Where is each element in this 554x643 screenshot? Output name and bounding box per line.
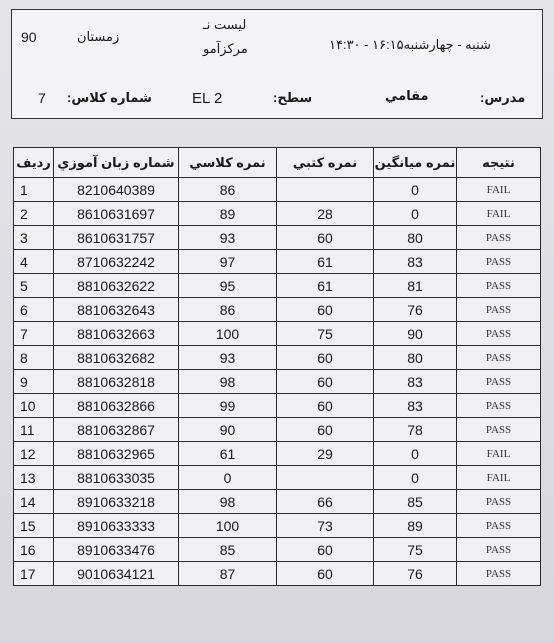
- table-row: [14, 322, 541, 346]
- table-row: [14, 250, 541, 274]
- written-score-cell: 61: [277, 250, 374, 274]
- average-score-cell: 76: [374, 562, 457, 586]
- table-row: [14, 394, 541, 418]
- student-id-cell: 8210640389: [54, 178, 179, 202]
- level-value: EL 2: [192, 90, 223, 107]
- result-cell: PASS: [457, 346, 541, 370]
- class-number-value: 7: [38, 90, 46, 106]
- class-score-cell: 61: [179, 442, 277, 466]
- row-number-cell: 9: [14, 370, 54, 394]
- grades-table: [13, 147, 541, 586]
- result-cell: PASS: [457, 418, 541, 442]
- class-score-cell: 98: [179, 490, 277, 514]
- result-cell: PASS: [457, 394, 541, 418]
- class-score-cell: 93: [179, 346, 277, 370]
- average-score-cell: 0: [374, 466, 457, 490]
- column-header-student-id: شماره زبان آموزي: [54, 148, 179, 178]
- term-year: 90: [21, 29, 37, 45]
- class-score-cell: 86: [179, 298, 277, 322]
- written-score-cell: 66: [277, 490, 374, 514]
- written-score-cell: 60: [277, 346, 374, 370]
- student-id-cell: 8810632643: [54, 298, 179, 322]
- row-number-cell: 17: [14, 562, 54, 586]
- written-score-cell: 73: [277, 514, 374, 538]
- written-score-cell: 29: [277, 442, 374, 466]
- student-id-cell: 8810633035: [54, 466, 179, 490]
- student-id-cell: 8910633476: [54, 538, 179, 562]
- row-number-cell: 16: [14, 538, 54, 562]
- class-number-label: شماره کلاس:: [67, 90, 152, 105]
- written-score-cell: 61: [277, 274, 374, 298]
- student-id-cell: 8910633333: [54, 514, 179, 538]
- result-cell: PASS: [457, 322, 541, 346]
- student-id-cell: 8910633218: [54, 490, 179, 514]
- student-id-cell: 8810632622: [54, 274, 179, 298]
- class-info-header: [11, 9, 543, 119]
- table-row: [14, 490, 541, 514]
- written-score-cell: [277, 466, 374, 490]
- table-row: [14, 466, 541, 490]
- student-id-cell: 8810632663: [54, 322, 179, 346]
- row-number-cell: 13: [14, 466, 54, 490]
- row-number-cell: 14: [14, 490, 54, 514]
- class-score-cell: 95: [179, 274, 277, 298]
- row-number-cell: 1: [14, 178, 54, 202]
- average-score-cell: 85: [374, 490, 457, 514]
- average-score-cell: 89: [374, 514, 457, 538]
- table-row: [14, 298, 541, 322]
- table-row: [14, 562, 541, 586]
- term-season: زمستان: [77, 29, 120, 44]
- written-score-cell: 60: [277, 562, 374, 586]
- student-id-cell: 8610631757: [54, 226, 179, 250]
- class-score-cell: 85: [179, 538, 277, 562]
- result-cell: PASS: [457, 298, 541, 322]
- result-cell: PASS: [457, 514, 541, 538]
- student-id-cell: 8810632867: [54, 418, 179, 442]
- table-row: [14, 274, 541, 298]
- written-score-cell: 60: [277, 418, 374, 442]
- column-header-result: نتيجه: [457, 148, 541, 178]
- row-number-cell: 15: [14, 514, 54, 538]
- row-number-cell: 8: [14, 346, 54, 370]
- result-cell: PASS: [457, 562, 541, 586]
- class-score-cell: 86: [179, 178, 277, 202]
- table-row: [14, 226, 541, 250]
- average-score-cell: 0: [374, 178, 457, 202]
- written-score-cell: 60: [277, 370, 374, 394]
- table-row: [14, 202, 541, 226]
- class-score-cell: 98: [179, 370, 277, 394]
- row-number-cell: 12: [14, 442, 54, 466]
- table-header-row: [14, 148, 541, 178]
- class-score-cell: 89: [179, 202, 277, 226]
- result-cell: PASS: [457, 490, 541, 514]
- class-score-cell: 93: [179, 226, 277, 250]
- row-number-cell: 7: [14, 322, 54, 346]
- average-score-cell: 81: [374, 274, 457, 298]
- written-score-cell: [277, 178, 374, 202]
- written-score-cell: 75: [277, 322, 374, 346]
- table-row: [14, 370, 541, 394]
- student-id-cell: 8710632242: [54, 250, 179, 274]
- class-score-cell: 99: [179, 394, 277, 418]
- class-score-cell: 97: [179, 250, 277, 274]
- written-score-cell: 60: [277, 298, 374, 322]
- grades-table-wrap: [13, 147, 540, 586]
- student-id-cell: 8810632682: [54, 346, 179, 370]
- written-score-cell: 60: [277, 538, 374, 562]
- table-row: [14, 442, 541, 466]
- student-id-cell: 8810632965: [54, 442, 179, 466]
- teacher-name: مقامي: [385, 88, 429, 103]
- class-score-cell: 100: [179, 514, 277, 538]
- class-schedule: شنبه - چهارشنبه۱۶:۱۵ - ۱۴:۳۰: [329, 37, 491, 52]
- result-cell: PASS: [457, 250, 541, 274]
- center-name: مرکزآمو: [203, 41, 248, 56]
- class-score-cell: 100: [179, 322, 277, 346]
- student-id-cell: 8810632866: [54, 394, 179, 418]
- written-score-cell: 60: [277, 394, 374, 418]
- average-score-cell: 78: [374, 418, 457, 442]
- written-score-cell: 28: [277, 202, 374, 226]
- class-score-cell: 0: [179, 466, 277, 490]
- average-score-cell: 75: [374, 538, 457, 562]
- result-cell: FAIL: [457, 442, 541, 466]
- column-header-class-score: نمره كلاسي: [179, 148, 277, 178]
- class-score-cell: 90: [179, 418, 277, 442]
- result-cell: PASS: [457, 538, 541, 562]
- result-cell: FAIL: [457, 466, 541, 490]
- average-score-cell: 83: [374, 394, 457, 418]
- row-number-cell: 2: [14, 202, 54, 226]
- written-score-cell: 60: [277, 226, 374, 250]
- row-number-cell: 3: [14, 226, 54, 250]
- table-row: [14, 418, 541, 442]
- row-number-cell: 11: [14, 418, 54, 442]
- average-score-cell: 76: [374, 298, 457, 322]
- average-score-cell: 0: [374, 442, 457, 466]
- average-score-cell: 83: [374, 250, 457, 274]
- average-score-cell: 80: [374, 226, 457, 250]
- table-row: [14, 538, 541, 562]
- result-cell: FAIL: [457, 178, 541, 202]
- row-number-cell: 4: [14, 250, 54, 274]
- level-label: سطح:: [273, 90, 313, 105]
- table-row: [14, 346, 541, 370]
- result-cell: PASS: [457, 226, 541, 250]
- average-score-cell: 0: [374, 202, 457, 226]
- table-row: [14, 178, 541, 202]
- average-score-cell: 80: [374, 346, 457, 370]
- class-score-cell: 87: [179, 562, 277, 586]
- result-cell: PASS: [457, 274, 541, 298]
- student-id-cell: 8610631697: [54, 202, 179, 226]
- result-cell: FAIL: [457, 202, 541, 226]
- average-score-cell: 83: [374, 370, 457, 394]
- row-number-cell: 6: [14, 298, 54, 322]
- list-title: لیست نـ: [203, 17, 247, 32]
- column-header-written-score: نمره كتبي: [277, 148, 374, 178]
- average-score-cell: 90: [374, 322, 457, 346]
- result-cell: PASS: [457, 370, 541, 394]
- student-id-cell: 9010634121: [54, 562, 179, 586]
- column-header-average-score: نمره ميانگين: [374, 148, 457, 178]
- column-header-row-number: رديف: [14, 148, 54, 178]
- student-id-cell: 8810632818: [54, 370, 179, 394]
- teacher-label: مدرس:: [480, 90, 526, 105]
- row-number-cell: 10: [14, 394, 54, 418]
- table-row: [14, 514, 541, 538]
- row-number-cell: 5: [14, 274, 54, 298]
